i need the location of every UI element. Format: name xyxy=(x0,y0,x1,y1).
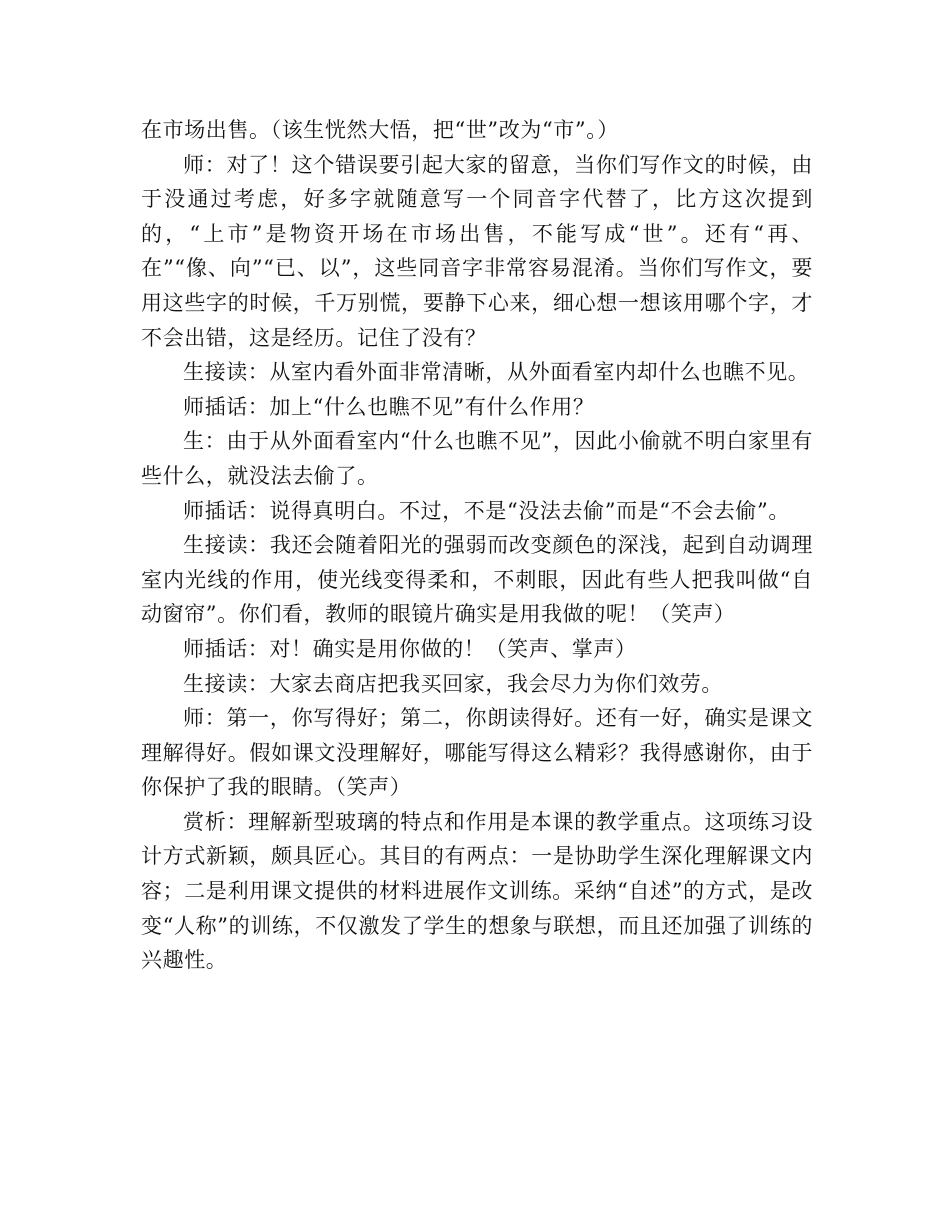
paragraph-student-reading: 生接读：从室内看外面非常清晰，从外面看室内却什么也瞧不见。 xyxy=(183,360,810,385)
paragraph-student-reading-3: 生接读：大家去商店把我买回家，我会尽力为你们效劳。 xyxy=(183,671,723,696)
paragraph-student-answer: 生：由于从外面看室内“什么也瞧不见”，因此小偷就不明白家里有些什么，就没法去偷了。 xyxy=(141,429,813,488)
paragraph-student-reading-2: 生接读：我还会随着阳光的强弱而改变颜色的深浅，起到自动调理室内光线的作用，使光线变得柔和，不刺眼，因此有些人把我叫做“自动窗帘”。你们看，教师的眼镜片确实是用我做的呢！（笑声） xyxy=(141,533,813,627)
paragraph-analysis: 赏析：理解新型玻璃的特点和作用是本课的教学重点。这项练习设计方式新颖，颇具匠心。其目的有两点：一是协助学生深化理解课文内容；二是利用课文提供的材料进展作文训练。采纳“自述”的方式，是改变“人称”的训练，不仅激发了学生的想象与联想，而且还加强了训练的兴趣性。 xyxy=(141,809,813,973)
paragraph-teacher-question: 师插话：加上“什么也瞧不见”有什么作用？ xyxy=(183,394,595,419)
document-body xyxy=(141,113,813,978)
paragraph-continuation: 在市场出售。（该生恍然大悟，把“世”改为“市”。） xyxy=(141,118,619,142)
paragraph-teacher-comment: 师插话：说得真明白。不过，不是“没法去偷”而是“不会去偷”。 xyxy=(183,498,790,523)
paragraph-teacher-interjection: 师插话：对！确实是用你做的！（笑声、掌声） xyxy=(183,636,637,661)
paragraph-teacher-praise: 师：第一，你写得好；第二，你朗读得好。还有一好，确实是课文理解得好。假如课文没理解好，哪能写得这么精彩？我得感谢你，由于你保护了我的眼睛。（笑声） xyxy=(141,706,813,800)
paragraph-teacher-remark: 师：对了！这个错误要引起大家的留意，当你们写作文的时候，由于没通过考虑，好多字就随意写一个同音字代替了，比方这次提到的，“上市”是物资开场在市场出售，不能写成“世”。还有“再、在”“像、向”“已、以”，这些同音字非常容易混淆。当你们写作文，要用这些字的时候，千万别慌，要静下心来，细心想一想该用哪个字，才不会出错，这是经历。记住了没有？ xyxy=(141,152,813,350)
